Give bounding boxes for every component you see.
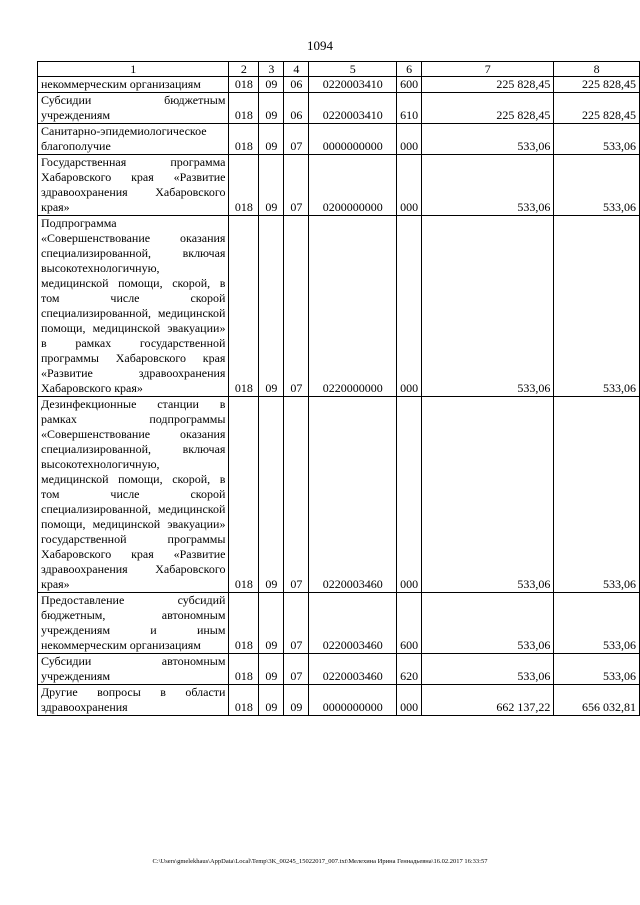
- expense-type-code: 600: [397, 593, 422, 654]
- page-number: 1094: [307, 38, 333, 53]
- expense-type-code: 620: [397, 654, 422, 685]
- row-name: Субсидии бюджетным учреждениям: [38, 93, 229, 124]
- amount-col7: 225 828,45: [422, 93, 554, 124]
- section-code: 09: [259, 155, 284, 216]
- amount-col7: 662 137,22: [422, 685, 554, 716]
- amount-col8: 533,06: [554, 124, 640, 155]
- subsection-code: 09: [284, 685, 309, 716]
- amount-col7: 225 828,45: [422, 77, 554, 93]
- amount-col8: 656 032,81: [554, 685, 640, 716]
- target-article-code: 0220003410: [309, 77, 397, 93]
- subsection-code: 07: [284, 216, 309, 397]
- expense-type-code: 000: [397, 124, 422, 155]
- expense-type-code: 000: [397, 397, 422, 593]
- header-cell: 8: [554, 62, 640, 77]
- row-name: Предоставление субсидий бюджетным, автономным учреждениям и иным некоммерческим организациям: [38, 593, 229, 654]
- ministry-code: 018: [229, 93, 259, 124]
- table-row: [38, 155, 640, 216]
- budget-table: [37, 61, 640, 716]
- expense-type-code: 000: [397, 155, 422, 216]
- section-code: 09: [259, 397, 284, 593]
- ministry-code: 018: [229, 155, 259, 216]
- table-row: [38, 685, 640, 716]
- target-article-code: 0220000000: [309, 216, 397, 397]
- amount-col7: 533,06: [422, 216, 554, 397]
- section-code: 09: [259, 216, 284, 397]
- target-article-code: 0220003460: [309, 593, 397, 654]
- subsection-code: 06: [284, 77, 309, 93]
- amount-col7: 533,06: [422, 397, 554, 593]
- amount-col7: 533,06: [422, 124, 554, 155]
- target-article-code: 0220003410: [309, 93, 397, 124]
- row-name: некоммерческим организациям: [38, 77, 229, 93]
- section-code: 09: [259, 685, 284, 716]
- amount-col8: 533,06: [554, 654, 640, 685]
- target-article-code: 0200000000: [309, 155, 397, 216]
- table-row: [38, 93, 640, 124]
- row-name: Санитарно-эпидемиологическое благополучие: [38, 124, 229, 155]
- footer-file-path: C:\Users\gmelekhaus\AppData\Local\Temp\3K_00245_15022017_007.txt\Мелехина Ирина Геннадьевна\16.02.2017 16:33:57: [152, 858, 488, 865]
- section-code: 09: [259, 593, 284, 654]
- section-code: 09: [259, 654, 284, 685]
- table-header-row: [38, 62, 640, 77]
- header-cell: 1: [38, 62, 229, 77]
- amount-col7: 533,06: [422, 654, 554, 685]
- row-name: Дезинфекционные станции в рамках подпрограммы «Совершенствование оказания специализированной, включая высокотехнологичную, медицинской помощи, скорой, в том числе скорой специализированной, медицинской помощи, медицинской эвакуации» государственной программы Хабаровского края «Развитие здравоохранения Хабаровского края»: [38, 397, 229, 593]
- section-code: 09: [259, 124, 284, 155]
- ministry-code: 018: [229, 124, 259, 155]
- subsection-code: 07: [284, 654, 309, 685]
- amount-col8: 533,06: [554, 155, 640, 216]
- table-row: [38, 654, 640, 685]
- table-row: [38, 593, 640, 654]
- amount-col8: 533,06: [554, 397, 640, 593]
- amount-col7: 533,06: [422, 155, 554, 216]
- ministry-code: 018: [229, 77, 259, 93]
- header-cell: 5: [309, 62, 397, 77]
- amount-col8: 533,06: [554, 216, 640, 397]
- header-cell: 3: [259, 62, 284, 77]
- target-article-code: 0000000000: [309, 685, 397, 716]
- subsection-code: 07: [284, 397, 309, 593]
- row-name: Другие вопросы в области здравоохранения: [38, 685, 229, 716]
- table-row: [38, 216, 640, 397]
- header-cell: 6: [397, 62, 422, 77]
- header-cell: 2: [229, 62, 259, 77]
- subsection-code: 07: [284, 593, 309, 654]
- header-cell: 4: [284, 62, 309, 77]
- amount-col8: 225 828,45: [554, 93, 640, 124]
- row-name: Субсидии автономным учреждениям: [38, 654, 229, 685]
- expense-type-code: 610: [397, 93, 422, 124]
- table-row: [38, 77, 640, 93]
- ministry-code: 018: [229, 216, 259, 397]
- ministry-code: 018: [229, 397, 259, 593]
- ministry-code: 018: [229, 593, 259, 654]
- subsection-code: 06: [284, 93, 309, 124]
- target-article-code: 0000000000: [309, 124, 397, 155]
- table-row: [38, 397, 640, 593]
- amount-col8: 533,06: [554, 593, 640, 654]
- row-name: Государственная программа Хабаровского края «Развитие здравоохранения Хабаровского края»: [38, 155, 229, 216]
- expense-type-code: 600: [397, 77, 422, 93]
- amount-col7: 533,06: [422, 593, 554, 654]
- subsection-code: 07: [284, 124, 309, 155]
- amount-col8: 225 828,45: [554, 77, 640, 93]
- expense-type-code: 000: [397, 685, 422, 716]
- subsection-code: 07: [284, 155, 309, 216]
- section-code: 09: [259, 77, 284, 93]
- expense-type-code: 000: [397, 216, 422, 397]
- target-article-code: 0220003460: [309, 654, 397, 685]
- target-article-code: 0220003460: [309, 397, 397, 593]
- ministry-code: 018: [229, 654, 259, 685]
- header-cell: 7: [422, 62, 554, 77]
- table-row: [38, 124, 640, 155]
- ministry-code: 018: [229, 685, 259, 716]
- row-name: Подпрограмма «Совершенствование оказания специализированной, включая высокотехнологичную, медицинской помощи, скорой, в том числе скорой специализированной, медицинской помощи, медицинской эвакуации» в рамках государственной программы Хабаровского края «Развитие здравоохранения Хабаровского края»: [38, 216, 229, 397]
- section-code: 09: [259, 93, 284, 124]
